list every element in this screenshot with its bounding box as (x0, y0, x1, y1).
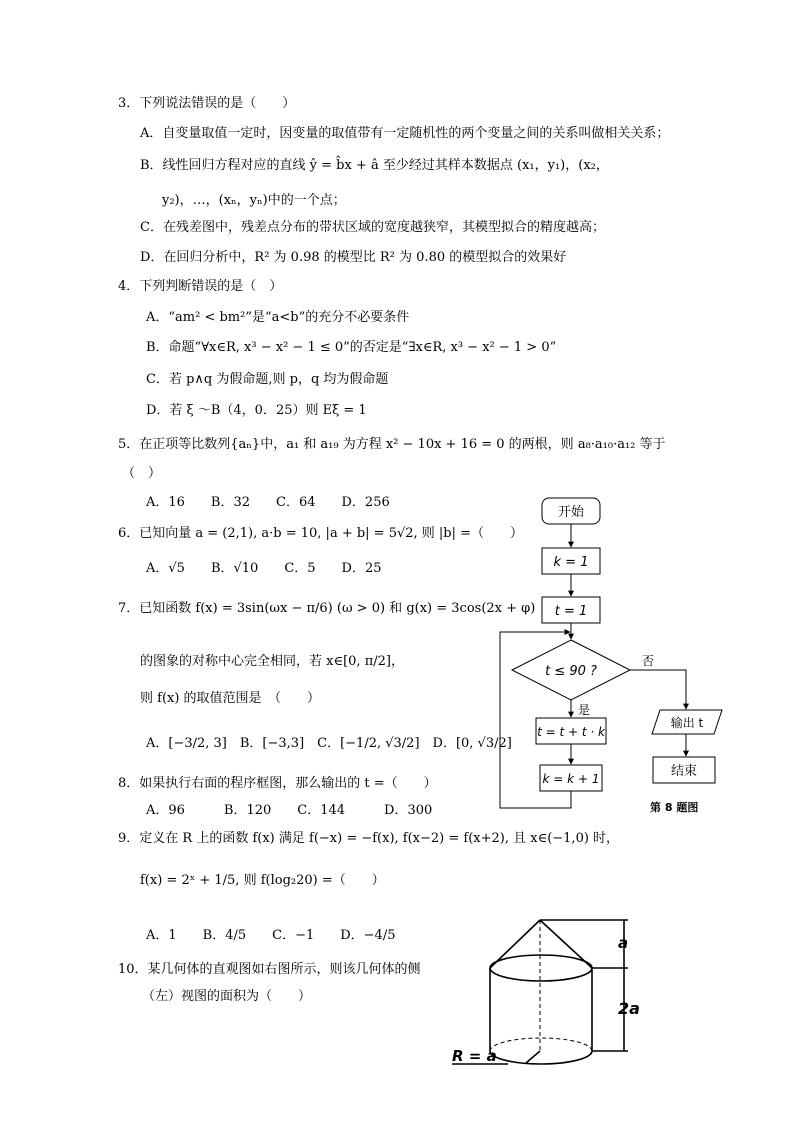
q3-option-c: C．在残差图中，残差点分布的带状区域的宽度越狭窄，其模型拟合的精度越高； (140, 220, 605, 235)
flow-output-label: 输出 t (670, 716, 704, 730)
q5-title: 5．在正项等比数列{aₙ}中，a₁ 和 a₁₉ 为方程 x² − 10x + 16 = 0 的两根，则 a₈·a₁₀·a₁₂ 等于 (118, 437, 666, 452)
q4-option-d: D．若 ξ ～B（4，0．25）则 Eξ = 1 (146, 403, 367, 418)
q6-options: A．√5 B．√10 C．5 D．25 (146, 561, 382, 576)
q4-option-c: C．若 p∧q 为假命题,则 p，q 均为假命题 (146, 372, 389, 387)
q3-title: 3．下列说法错误的是（ ） (118, 96, 296, 111)
flow-yes-label: 是 (578, 703, 591, 717)
q9-title: 9．定义在 R 上的函数 f(x) 满足 f(−x) = −f(x), f(x−2) = f(x+2), 且 x∈(−1,0) 时， (118, 831, 620, 846)
q3-option-b: B．线性回归方程对应的直线 ŷ = b̂x + â 至少经过其样本数据点 (x₁，y₁)，(x₂， (140, 158, 609, 173)
q7-line2: 的图象的对称中心完全相同，若 x∈[0, π/2]， (140, 654, 404, 669)
q3-option-b-cont: y₂)，…，(xₙ，yₙ)中的一个点； (162, 193, 346, 208)
flow-k-init-label: k = 1 (553, 555, 589, 570)
flow-condition-label: t ≤ 90 ? (545, 664, 597, 679)
q6-title: 6．已知向量 a = (2,1), a·b = 10, |a + b| = 5√2, 则 |b| =（ ） (118, 526, 524, 541)
q3-option-d: D．在回归分析中，R² 为 0.98 的模型比 R² 为 0.80 的模型拟合的效果好 (140, 250, 567, 265)
flow-t-init-label: t = 1 (554, 604, 588, 619)
flowchart-figure (490, 490, 740, 820)
q7-options: A．[−3/2, 3] B．[−3,3] C．[−1/2, √3/2] D．[0, √3/2] (146, 736, 512, 751)
solid-figure (448, 908, 658, 1073)
q8-options: A．96 B．120 C．144 D．300 (146, 803, 433, 818)
solid-label-r: R = a (452, 1047, 497, 1065)
q5-paren: （ ） (122, 466, 162, 481)
solid-label-a: a (618, 934, 629, 952)
q5-options: A．16 B．32 C．64 D．256 (146, 495, 390, 510)
q4-title: 4．下列判断错误的是（ ） (118, 279, 283, 294)
q7-title: 7．已知函数 f(x) = 3sin(ωx − π/6) (ω > 0) 和 g(x) = 3cos(2x + φ) (118, 601, 536, 616)
q7-line3: 则 f(x) 的取值范围是 （ ） (140, 691, 321, 706)
flow-t-update-label: t = t + t · k (537, 725, 605, 739)
q9-line2: f(x) = 2ˣ + 1/5, 则 f(log₂20) =（ ） (140, 873, 385, 888)
flow-end-label: 结束 (670, 764, 698, 779)
q9-options: A．1 B．4/5 C．−1 D．−4/5 (146, 928, 396, 943)
q8-title: 8．如果执行右面的程序框图，那么输出的 t =（ ） (118, 776, 437, 791)
flow-k-update-label: k = k + 1 (542, 772, 600, 786)
flow-no-label: 否 (642, 654, 655, 668)
solid-label-2a: 2a (618, 999, 640, 1018)
flow-caption: 第 8 题图 (650, 801, 699, 814)
q4-option-b: B．命题“∀x∈R, x³ − x² − 1 ≤ 0”的否定是“∃x∈R, x³ − x² − 1 > 0” (146, 340, 557, 355)
q3-option-a: A．自变量取值一定时，因变量的取值带有一定随机性的两个变量之间的关系叫做相关关系； (140, 126, 670, 141)
q10-line2: （左）视图的面积为（ ） (142, 989, 312, 1004)
q4-option-a: A．“am² < bm²”是“a<b”的充分不必要条件 (146, 310, 410, 325)
flow-start-label: 开始 (557, 505, 585, 520)
q10-title: 10．某几何体的直观图如右图所示，则该几何体的侧 (118, 962, 421, 977)
